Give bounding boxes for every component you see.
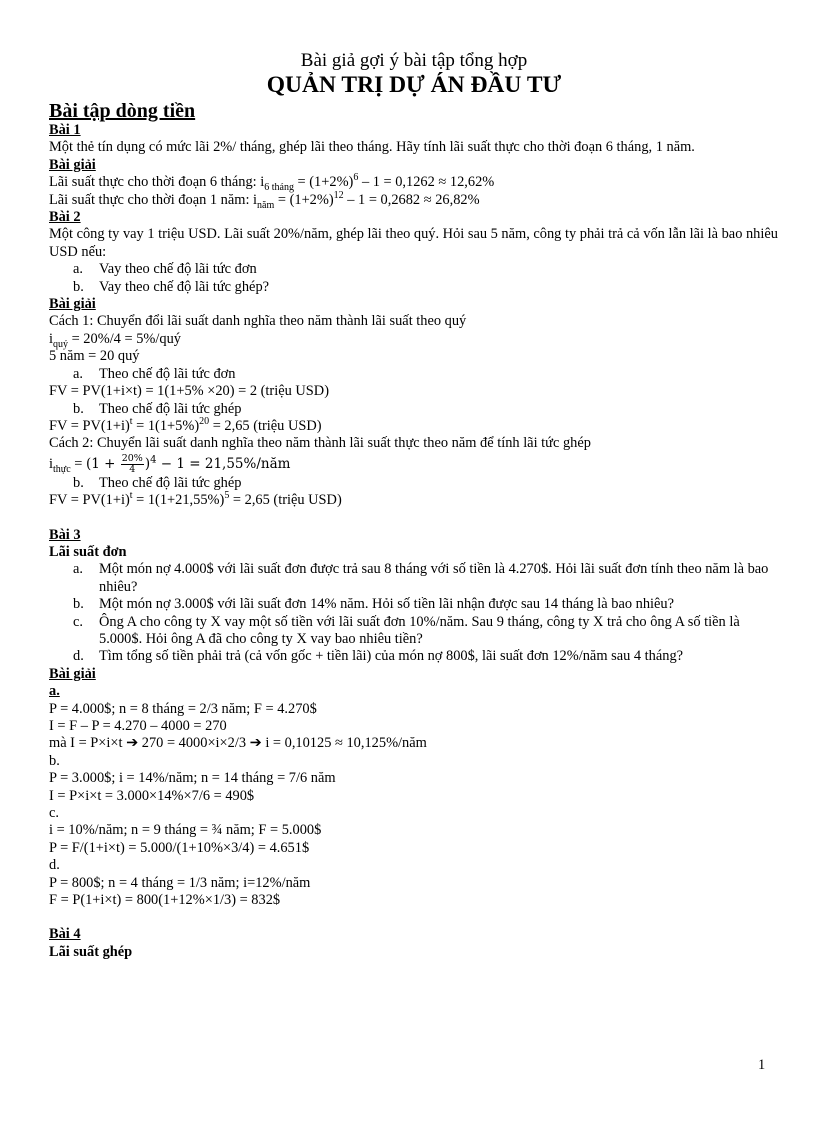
bai3-solution-b-label: b. — [49, 752, 60, 769]
bai4-heading: Bài 4 — [49, 926, 81, 943]
bai3-solution-a-line: P = 4.000$; n = 8 tháng = 2/3 năm; F = 4.270$ — [49, 700, 317, 717]
bai2-method2-b-formula: FV = $PV(1+i)^t = 1(1+21,55\%)^5 = 2,65$ (triệu USD) — [49, 490, 342, 509]
bai4-subheading: Lãi suất ghép — [49, 943, 133, 960]
bai3-question-d: d. Tìm tổng số tiền phải trả (cả vốn gốc + tiền lãi) của món nợ 800$, lãi suất đơn 12%/năm sau 4 tháng? — [73, 648, 684, 665]
bai2-method1-a: a. Theo chế độ lãi tức đơn — [73, 365, 236, 382]
bai3-solution-b-line: I = P×i×t = 3.000×14%×7/6 = 490$ — [49, 787, 255, 804]
bai2-heading: Bài 2 — [49, 209, 81, 226]
section-title: Bài tập dòng tiền — [49, 100, 196, 122]
document-subtitle: Bài giả gợi ý bài tập tổng hợp — [300, 50, 528, 71]
bai2-method-1: Cách 1: Chuyển đổi lãi suất danh nghĩa theo năm thành lãi suất theo quý — [49, 313, 467, 330]
bai3-solution-a-line: I = F – P = 4.270 – 4000 = 270 — [49, 718, 227, 734]
bai1-line-6-months: Lãi suất thực cho thời đoạn 6 tháng: $i_{6 tháng} = (1+2\%)^6 - 1 = 0,1262 \approx 12,62\%$ — [49, 172, 495, 194]
bai3-solution-heading: Bài giải — [49, 665, 96, 682]
page-number: 1 — [758, 1057, 766, 1073]
bai1-line-1-year: Lãi suất thực cho thời đoạn 1 năm: $i_{năm} = (1+2\%)^{12} - 1 = 0,2682 \approx 26,82\%$ — [49, 189, 480, 211]
bai3-solution-d-label: d. — [49, 857, 60, 874]
bai2-periods: 5 năm = 20 quý — [49, 348, 140, 365]
bai3-solution-d-line: F = P(1+i×t) = 800(1+12%×1/3) = 832$ — [49, 892, 281, 909]
bai1-solution-heading: Bài giải — [49, 156, 96, 173]
bai2-method1-b-formula: FV = $PV(1+i)^t = 1(1+5\%)^{20} = 2,65$ (triệu USD) — [49, 416, 322, 434]
bai3-question-a: a. Một món nợ 4.000$ với lãi suất đơn được trả sau 8 tháng với số tiền là 4.270$. Hỏi lãi suất đơn tính theo năm là bao nhiêu? — [73, 561, 769, 595]
bai2-method1-b: b. Theo chế độ lãi tức ghép — [73, 400, 242, 417]
bai2-effective-rate: $i_{thực} = (1$ + $\frac{20\%}{4}$ )$^4$ − 1 = 21,55%/năm — [49, 452, 291, 475]
bai3-heading: Bài 3 — [49, 526, 81, 543]
effective-rate-formula: (1 + $\frac{20\%}{4}$ )$^4$ − 1 = 21,55%/năm — [85, 452, 291, 475]
bai2-method-2: Cách 2: Chuyển lãi suất danh nghĩa theo năm thành lãi suất thực theo năm để tính lãi tức ghép — [49, 435, 591, 452]
bai2-option-b: b. Vay theo chế độ lãi tức ghép? — [73, 278, 270, 295]
document-page — [49, 0, 779, 961]
bai3-solution-c-line: i = 10%/năm; n = 9 tháng = ¾ năm; F = 5.000$ — [49, 822, 322, 839]
rate-fraction: $\frac{20\%}{4}$ — [121, 452, 143, 475]
bai3-solution-a-label: a. — [49, 683, 60, 700]
bai3-solution-a-line: mà I = P×i×t ➔ 270 = 4000×i×2/3 ➔ i = 0,10125 ≈ 10,125%/năm — [49, 735, 427, 752]
bai2-quarterly-rate: $i_{quý} = 20\%/4$ = 5%/quý — [49, 330, 181, 350]
bai3-question-c: c. Ông A cho công ty X vay một số tiền với lãi suất đơn 10%/năm. Sau 9 tháng, công ty X trả cho ông A số tiền là 5.000$. Hỏi ông A đã cho công ty X vay bao nhiêu tiền? — [73, 613, 740, 647]
bai3-solution-d-line: P = 800$; n = 4 tháng = 1/3 năm; i=12%/năm — [49, 874, 311, 891]
bai3-solution-b-line: P = 3.000$; i = 14%/năm; n = 14 tháng = 7/6 năm — [49, 770, 336, 787]
bai2-method2-b: b. Theo chế độ lãi tức ghép — [73, 474, 242, 491]
bai2-option-a: a. Vay theo chế độ lãi tức đơn — [73, 261, 257, 278]
bai3-question-b: b. Một món nợ 3.000$ với lãi suất đơn 14% năm. Hỏi số tiền lãi nhận được sau 14 tháng là bao nhiêu? — [73, 596, 674, 613]
bai2-question: Một công ty vay 1 triệu USD. Lãi suất 20%/năm, ghép lãi theo quý. Hỏi sau 5 năm, công ty phải trả cả vốn lẫn lãi là bao nhiêu USD nếu: — [49, 226, 778, 260]
document-title: QUẢN TRỊ DỰ ÁN ĐẦU TƯ — [266, 72, 562, 98]
bai2-solution-heading: Bài giải — [49, 296, 96, 313]
bai3-solution-c-label: c. — [49, 805, 59, 822]
bai1-heading: Bài 1 — [49, 122, 81, 138]
bai3-subheading: Lãi suất đơn — [49, 543, 127, 560]
bai2-method1-a-formula: FV = PV(1+i×t) = 1(1+5% ×20) = 2 (triệu USD) — [49, 383, 329, 400]
bai1-question: Một thẻ tín dụng có mức lãi 2%/ tháng, ghép lãi theo tháng. Hãy tính lãi suất thực cho thời đoạn 6 tháng, 1 năm. — [49, 139, 695, 156]
bai3-solution-c-line: P = F/(1+i×t) = 5.000/(1+10%×3/4) = 4.651$ — [49, 839, 310, 856]
